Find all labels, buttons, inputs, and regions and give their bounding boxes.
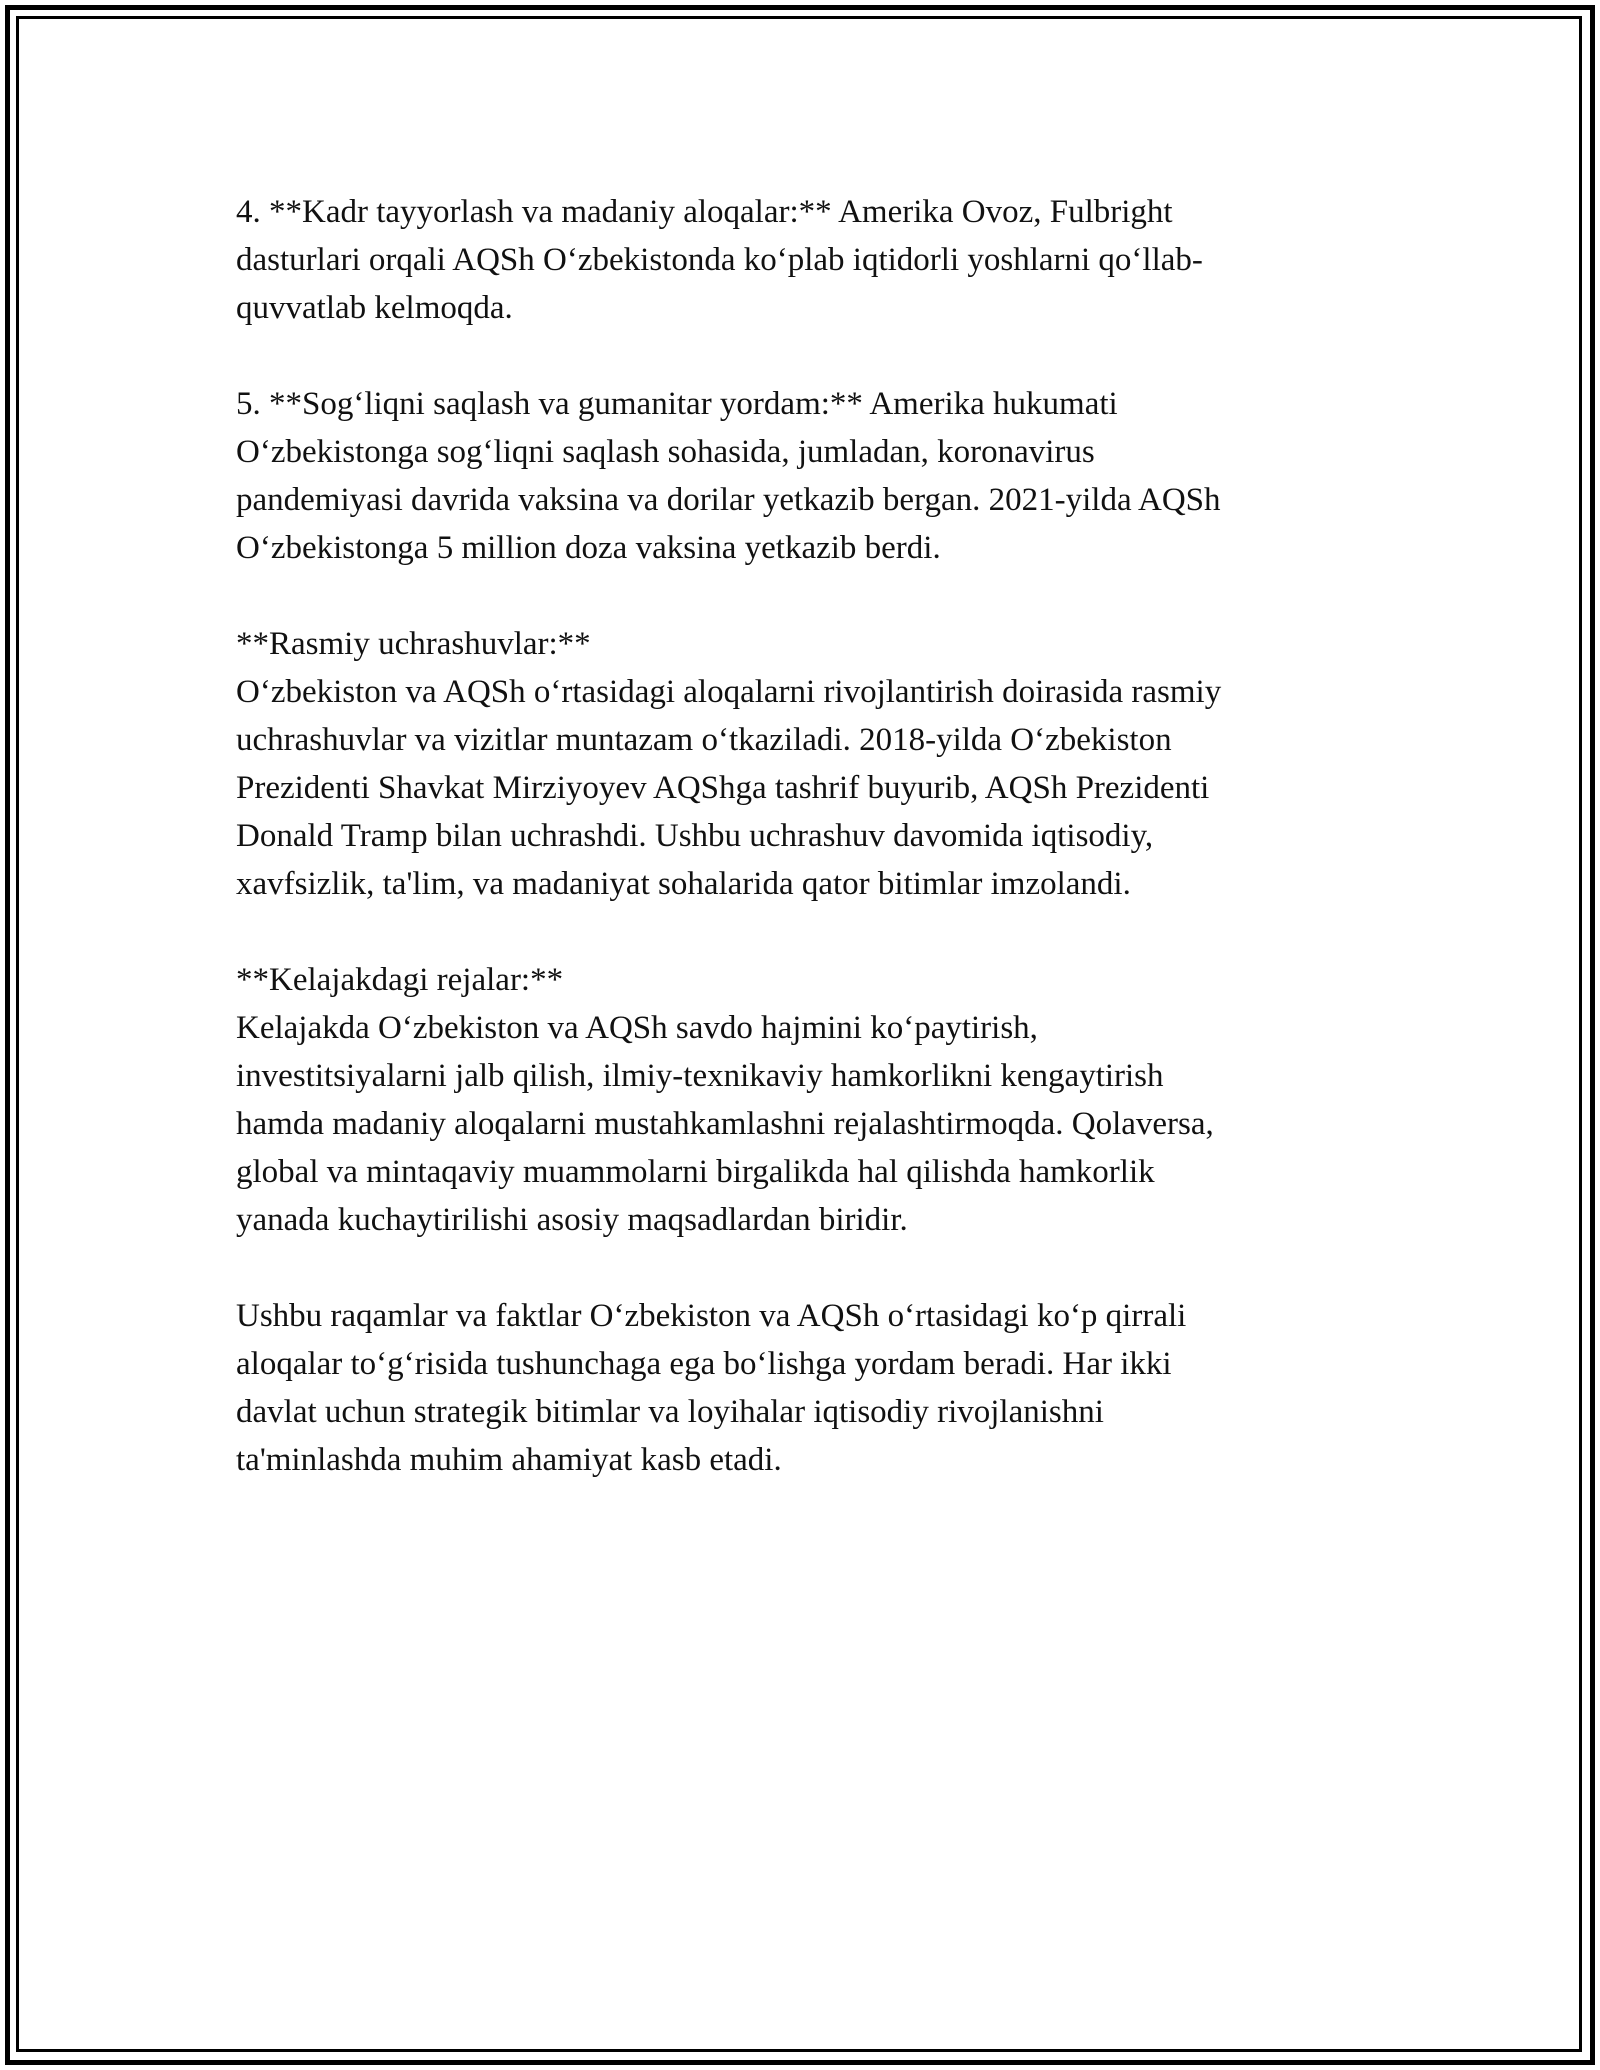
section-heading-future-plans: **Kelajakdagi rejalar:** bbox=[236, 962, 564, 998]
paragraph-item-5: 5. **Sog‘liqni saqlash va gumanitar yordam:** Amerika hukumati O‘zbekistonga sog‘liqni saqlash sohasida, jumladan, koronavirus pandemiyasi davrida vaksina va dorilar yetkazib bergan. 2021-yilda AQSh O‘zbekistonga 5 million doza vaksina yetkazib berdi. bbox=[236, 386, 1221, 566]
paragraph-future-plans: Kelajakda O‘zbekiston va AQSh savdo hajmini ko‘paytirish, investitsiyalarni jalb qilish, ilmiy-texnikaviy hamkorlikni kengaytirish hamda madaniy aloqalarni mustahkamlashni rejalashtirmoqda. Qolaversa, global va mintaqaviy muammolarni birgalikda hal qilishda hamkorlik yanada kuchaytirilishi asosiy maqsadlardan biridir. bbox=[236, 1010, 1214, 1238]
paragraph-item-4: 4. **Kadr tayyorlash va madaniy aloqalar:** Amerika Ovoz, Fulbright dasturlari orqali AQSh O‘zbekistonda ko‘plab iqtidorli yoshlarni qo‘llab- quvvatlab kelmoqda. bbox=[236, 194, 1203, 326]
paragraph-official-meetings: O‘zbekiston va AQSh o‘rtasidagi aloqalarni rivojlantirish doirasida rasmiy uchrashuvlar va vizitlar muntazam o‘tkaziladi. 2018-yilda O‘zbekiston Prezidenti Shavkat Mirziyoyev AQShga tashrif buyurib, AQSh Prezidenti Donald Tramp bilan uchrashdi. Ushbu uchrashuv davomida iqtisodiy, xavfsizlik, ta'lim, va madaniyat sohalarida qator bitimlar imzolandi. bbox=[236, 674, 1222, 902]
document-body bbox=[236, 188, 1356, 1532]
section-heading-official-meetings: **Rasmiy uchrashuvlar:** bbox=[236, 626, 591, 662]
paragraph-conclusion: Ushbu raqamlar va faktlar O‘zbekiston va AQSh o‘rtasidagi ko‘p qirrali aloqalar to‘g‘risida tushunchaga ega bo‘lishga yordam beradi. Har ikki davlat uchun strategik bitimlar va loyihalar iqtisodiy rivojlanishni ta'minlashda muhim ahamiyat kasb etadi. bbox=[236, 1298, 1187, 1478]
